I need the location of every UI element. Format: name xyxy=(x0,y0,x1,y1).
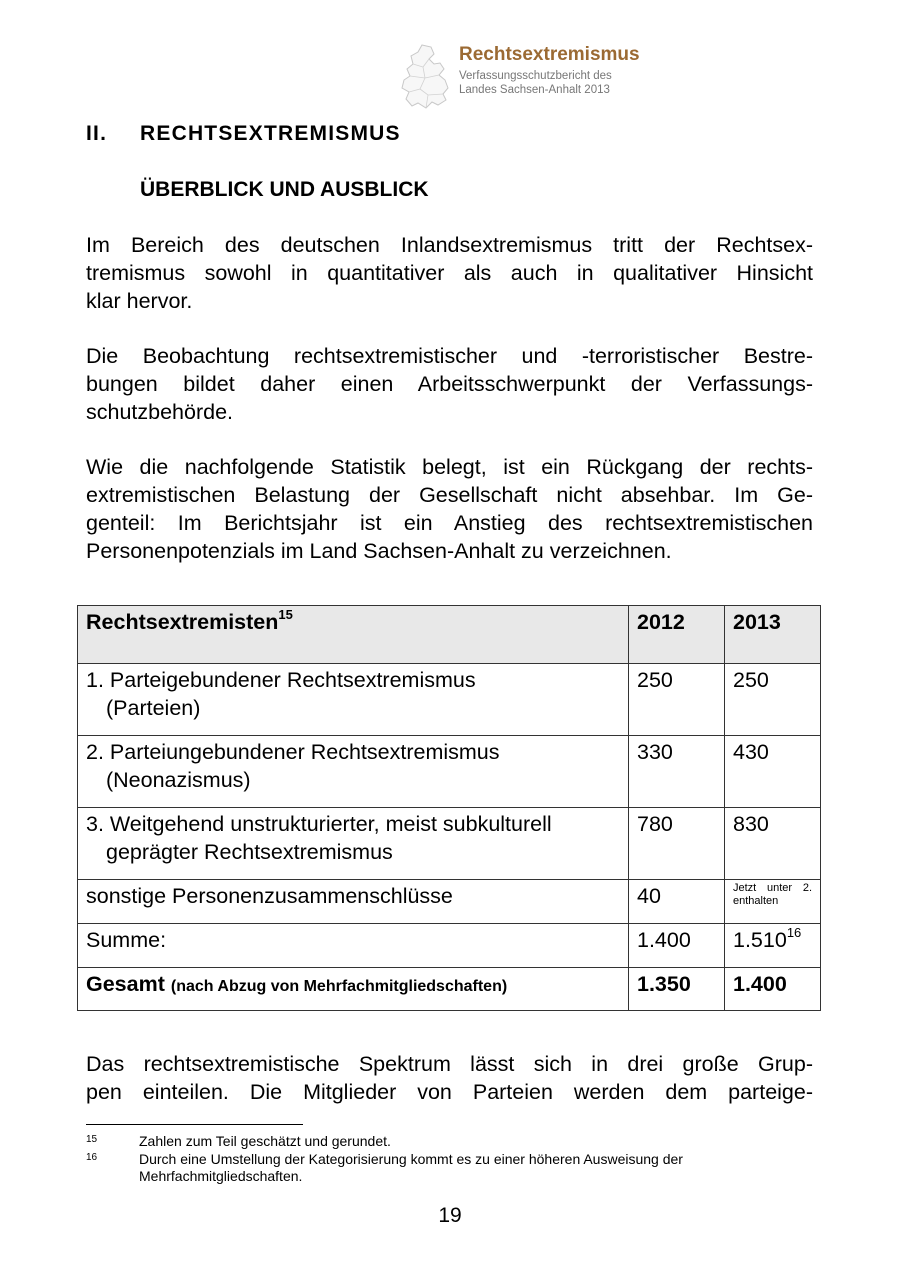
row-label-line-1: 3. Weitgehend unstrukturierter, meist subkulturell xyxy=(86,812,552,836)
paragraph-1 xyxy=(86,231,813,315)
footnote-text: Zahlen zum Teil geschätzt und gerundet. xyxy=(139,1133,391,1149)
total-2013: 1.400 xyxy=(725,968,821,1011)
sum-2013-value: 1.510 xyxy=(733,928,787,952)
paragraph-line: schutzbehörde. xyxy=(86,400,234,424)
paragraph-line: Im Bereich des deutschen Inlandsextremismus tritt der Rechtsex- xyxy=(86,233,813,257)
header-subtitle-line-2: Landes Sachsen-Anhalt 2013 xyxy=(459,84,610,96)
paragraph-line: Personenpotenzials im Land Sachsen-Anhalt zu verzeichnen. xyxy=(86,539,672,563)
statistics-table xyxy=(77,605,821,1011)
header-subtitle xyxy=(459,69,612,97)
row-label-line-2: (Parteien) xyxy=(106,696,201,720)
cell-2012: 330 xyxy=(629,736,725,808)
footnote-mark: 16 xyxy=(86,1152,98,1163)
paragraph-line: extremistischen Belastung der Gesellschaft nicht absehbar. Im Ge- xyxy=(86,483,813,507)
table-header-row xyxy=(78,606,821,664)
footnote-text-line-1: Durch eine Umstellung der Kategorisierung kommt es zu einer höheren Ausweisung der xyxy=(139,1151,683,1167)
saxony-anhalt-map-icon xyxy=(398,42,454,112)
footnote-ref: 16 xyxy=(786,924,802,940)
cell-2013: 250 xyxy=(725,664,821,736)
sum-2012: 1.400 xyxy=(629,924,725,968)
paragraph-line: pen einteilen. Die Mitglieder von Parteien werden dem parteige- xyxy=(86,1080,813,1104)
table-header-2012: 2012 xyxy=(629,606,725,664)
table-row xyxy=(78,736,821,808)
row-label: sonstige Personenzusammenschlüsse xyxy=(78,880,629,924)
paragraph-line: bungen bildet daher einen Arbeitsschwerpunkt der Verfassungs- xyxy=(86,372,813,396)
cell-2012: 780 xyxy=(629,808,725,880)
total-2012: 1.350 xyxy=(629,968,725,1011)
row-label xyxy=(78,736,629,808)
paragraph-line: Wie die nachfolgende Statistik belegt, ist ein Rückgang der rechts- xyxy=(86,455,813,479)
header-title: Rechtsextremismus xyxy=(459,44,640,65)
paragraph-line: tremismus sowohl in quantitativer als auch in qualitativer Hinsicht xyxy=(86,261,813,285)
paragraph-line: Das rechtsextremistische Spektrum lässt sich in drei große Grup- xyxy=(86,1052,813,1076)
table-row xyxy=(78,664,821,736)
sum-2013 xyxy=(725,924,821,968)
total-label-text: Gesamt xyxy=(86,972,165,996)
header-label-text: Rechtsextremisten xyxy=(86,610,279,634)
cell-2013 xyxy=(725,880,821,924)
footnote-mark: 15 xyxy=(86,1134,98,1145)
paragraph-2 xyxy=(86,342,813,426)
table-sum-row xyxy=(78,924,821,968)
paragraph-3 xyxy=(86,453,813,565)
cell-2013: 430 xyxy=(725,736,821,808)
table-row xyxy=(78,880,821,924)
row-label-line-1: 2. Parteiungebundener Rechtsextremismus xyxy=(86,740,500,764)
cell-2012: 40 xyxy=(629,880,725,924)
paragraph-line: klar hervor. xyxy=(86,289,193,313)
table-header-label xyxy=(78,606,629,664)
cell-2012: 250 xyxy=(629,664,725,736)
section-heading xyxy=(86,122,401,146)
table-header-2013: 2013 xyxy=(725,606,821,664)
row-label-line-2: (Neonazismus) xyxy=(106,768,251,792)
cell-2013: 830 xyxy=(725,808,821,880)
table-total-row xyxy=(78,968,821,1011)
footnote-ref: 15 xyxy=(278,606,293,622)
footnote-text-line-2: Mehrfachmitgliedschaften. xyxy=(139,1168,303,1184)
section-number: II. xyxy=(86,122,108,145)
total-label-note: (nach Abzug von Mehrfachmitgliedschaften) xyxy=(170,978,508,995)
paragraph-line: genteil: Im Berichtsjahr ist ein Anstieg des rechtsextremistischen xyxy=(86,511,813,535)
section-title: RECHTSEXTREMISMUS xyxy=(140,122,401,145)
row-label xyxy=(78,664,629,736)
section-subheading: ÜBERBLICK UND AUSBLICK xyxy=(140,178,429,201)
cell-note: Jetzt unter 2. enthalten xyxy=(733,882,812,907)
row-label-line-2: geprägter Rechtsextremismus xyxy=(106,840,393,864)
row-label xyxy=(78,808,629,880)
paragraph-4 xyxy=(86,1050,813,1106)
sum-label: Summe: xyxy=(78,924,629,968)
page-header xyxy=(398,42,698,112)
paragraph-line: Die Beobachtung rechtsextremistischer und -terroristischer Bestre- xyxy=(86,344,813,368)
row-label-line-1: 1. Parteigebundener Rechtsextremismus xyxy=(86,668,476,692)
footnote-divider xyxy=(86,1124,303,1125)
table-row xyxy=(78,808,821,880)
page-number: 19 xyxy=(438,1204,462,1227)
header-subtitle-line-1: Verfassungsschutzbericht des xyxy=(459,70,612,82)
total-label xyxy=(78,968,629,1011)
